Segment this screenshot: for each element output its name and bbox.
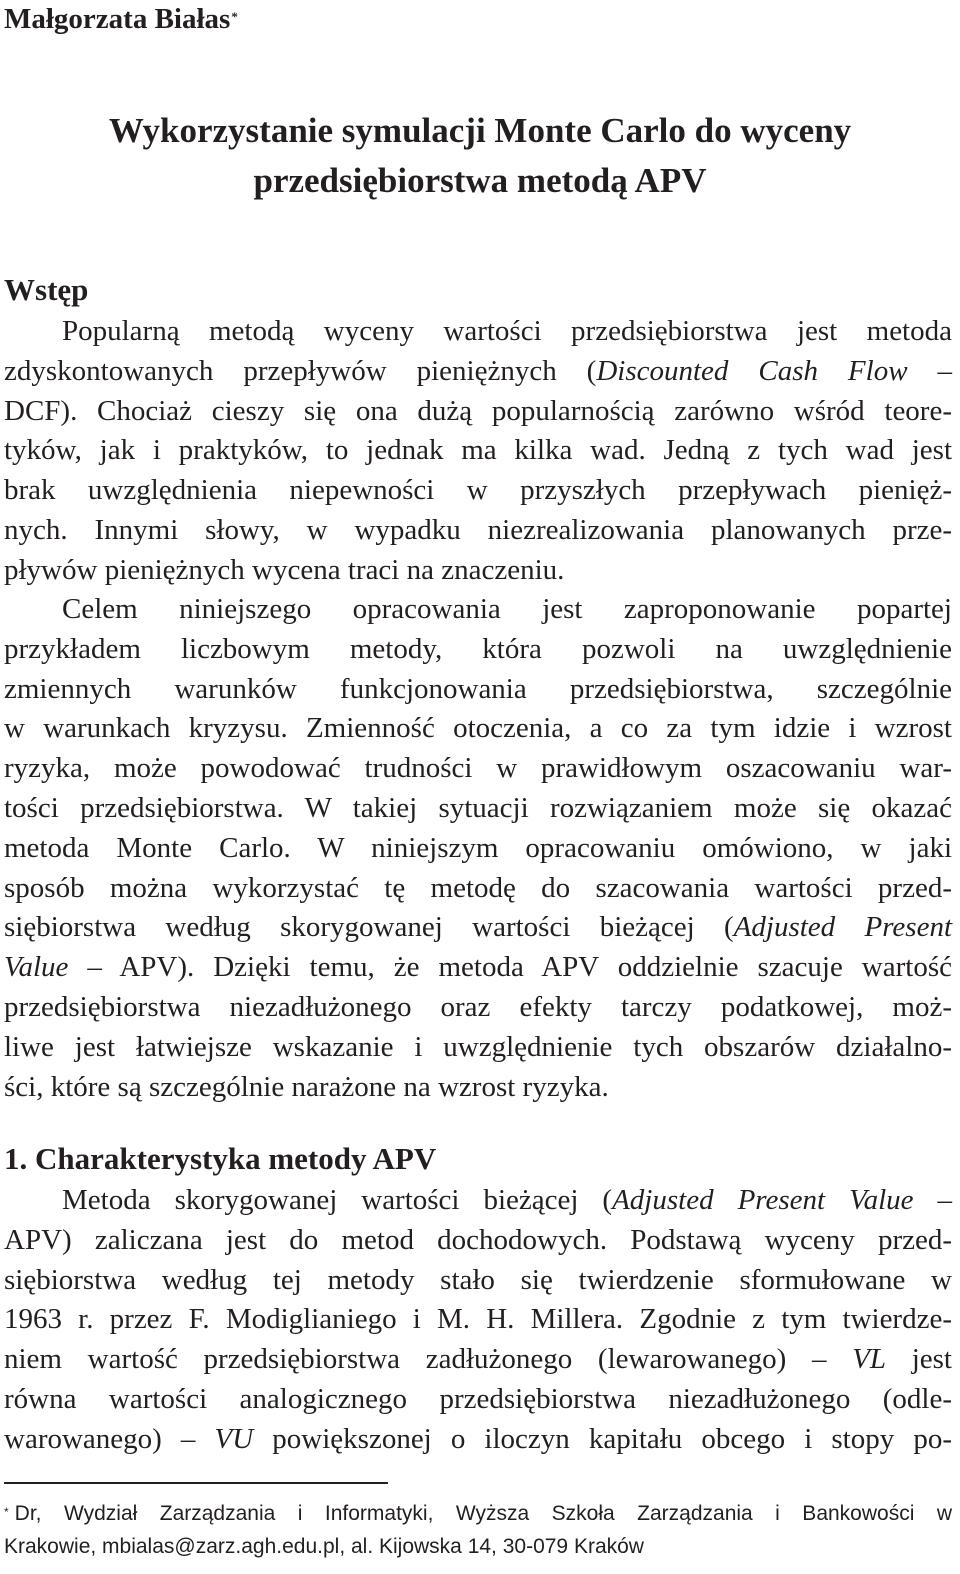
text-line: liwe jest łatwiejsze wskazanie i uwzględnienie tych obszarów działalno- — [4, 1030, 952, 1063]
text-line: APV) zaliczana jest do metod dochodowych. Podstawą wyceny przed- — [4, 1223, 952, 1256]
text-line — [4, 1181, 952, 1221]
text-line: Celem niniejszego opracowania jest zaproponowanie popartej — [62, 593, 952, 625]
text-line — [4, 1420, 952, 1460]
author-footnote-mark: * — [231, 9, 238, 24]
text-span: jest — [886, 1343, 952, 1376]
text-line: metoda Monte Carlo. W niniejszym opracowaniu omówiono, w jaki — [4, 831, 952, 864]
text-line: przykładem liczbowym metody, która pozwoli na uwzględnienie — [4, 632, 952, 665]
text-line: DCF). Chociaż cieszy się ona dużą popularnością zarówno wśród teore- — [4, 394, 952, 427]
math-symbol-vl: VL — [852, 1343, 887, 1376]
title-line: przedsiębiorstwa metodą APV — [253, 161, 707, 200]
text-span: – — [913, 1184, 952, 1216]
author-name — [4, 2, 238, 36]
italic-term: Adjusted Present — [733, 911, 952, 944]
text-span: – — [907, 354, 952, 387]
text-line: tyków, jak i praktyków, to jednak ma kilka wad. Jedną z tych wad jest — [4, 434, 952, 467]
footnote — [4, 1497, 952, 1563]
text-line: równa wartości analogicznego przedsiębiorstwa niezadłużonego (odle- — [4, 1382, 952, 1415]
text-line: 1963 r. przez F. Modiglianiego i M. H. Millera. Zgodnie z tym twierdze- — [4, 1303, 952, 1336]
text-span: Dr, Wydział Zarządzania i Informatyki, Wyższa Szkoła Zarządzania i Bankowości w — [14, 1502, 952, 1525]
text-line: Popularną metodą wyceny wartości przedsiębiorstwa jest metoda — [62, 315, 952, 347]
text-line: siębiorstwa według tej metody stało się twierdzenie sformułowane w — [4, 1263, 952, 1296]
text-span: Metoda skorygowanej wartości bieżącej ( — [62, 1184, 613, 1216]
footnote-line — [4, 1497, 952, 1530]
italic-term: Discounted Cash Flow — [596, 354, 908, 387]
text-span: warowanego) – — [4, 1422, 215, 1455]
footnote-mark: * — [4, 1505, 9, 1519]
text-line: przedsiębiorstwa niezadłużonego oraz efekty tarczy podatkowej, moż- — [4, 990, 952, 1023]
footnote-line: Krakowie, mbialas@zarz.agh.edu.pl, al. Kijowska 14, 30-079 Kraków — [4, 1535, 644, 1558]
text-span: powiększonej o iloczyn kapitału obcego i stopy po- — [253, 1422, 952, 1455]
intro-paragraph-1 — [4, 312, 952, 591]
text-line — [4, 948, 952, 988]
text-line: w warunkach kryzysu. Zmienność otoczenia, a co za tym idzie i wzrost — [4, 712, 952, 745]
text-line: brak uwzględnienia niepewności w przyszłych przepływach pienięż- — [4, 474, 952, 507]
text-line — [4, 352, 952, 392]
section-heading-1: 1. Charakterystyka metody APV — [4, 1141, 437, 1176]
text-span: zdyskontowanych przepływów pieniężnych ( — [4, 354, 597, 387]
text-line: pływów pieniężnych wycena traci na znaczeniu. — [4, 553, 565, 586]
text-line: zmiennych warunków funkcjonowania przedsiębiorstwa, szczególnie — [4, 672, 952, 705]
text-span: niem wartość przedsiębiorstwa zadłużonego (lewarowanego) – — [4, 1343, 853, 1376]
section-heading-intro: Wstęp — [4, 272, 89, 307]
paper-title — [0, 106, 960, 206]
author-name-text: Małgorzata Białas — [4, 3, 231, 35]
text-line — [4, 1340, 952, 1380]
section1-paragraph-1 — [4, 1181, 952, 1460]
math-symbol-vu: VU — [214, 1422, 254, 1455]
footnote-divider — [4, 1482, 388, 1484]
text-line: ści, które są szczególnie narażone na wzrost ryzyka. — [4, 1070, 609, 1103]
intro-paragraph-2 — [4, 590, 952, 1107]
text-line: sposób można wykorzystać tę metodę do szacowania wartości przed- — [4, 871, 952, 904]
text-span: siębiorstwa według skorygowanej wartości bieżącej ( — [4, 911, 734, 944]
text-line — [4, 908, 952, 948]
text-line: nych. Innymi słowy, w wypadku niezrealizowania planowanych prze- — [4, 513, 952, 546]
italic-term: Value — [4, 951, 69, 984]
text-span: – APV). Dzięki temu, że metoda APV oddzielnie szacuje wartość — [68, 951, 952, 984]
text-line: tości przedsiębiorstwa. W takiej sytuacji rozwiązaniem może się okazać — [4, 791, 952, 824]
italic-term: Adjusted Present Value — [612, 1184, 914, 1216]
title-line: Wykorzystanie symulacji Monte Carlo do wyceny — [108, 111, 852, 150]
text-line: ryzyka, może powodować trudności w prawidłowym oszacowaniu war- — [4, 752, 952, 785]
